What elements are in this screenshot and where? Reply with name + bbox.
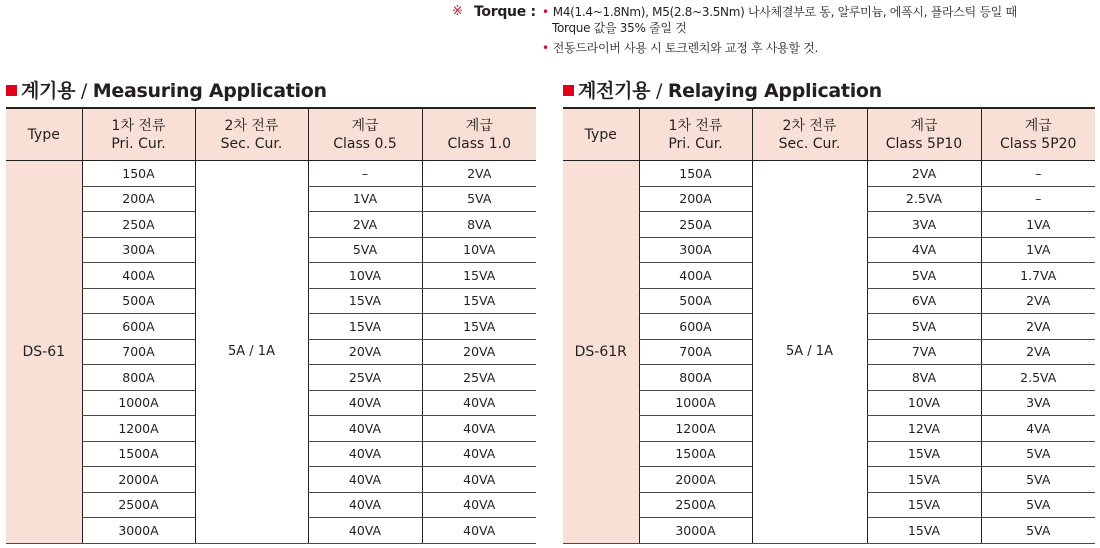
class-a-cell: 7VA — [867, 339, 981, 365]
class-a-cell: 20VA — [308, 339, 422, 365]
class-a-cell: 25VA — [308, 365, 422, 391]
primary-current-cell: 3000A — [639, 518, 752, 544]
relaying-title-en: Relaying Application — [667, 80, 882, 102]
relaying-table — [563, 107, 1095, 544]
primary-current-cell: 1000A — [82, 390, 195, 416]
class-a-cell: 3VA — [867, 212, 981, 238]
table-row — [563, 161, 1095, 187]
class-b-cell: 2.5VA — [981, 365, 1095, 391]
primary-current-header: 1차 전류 Pri. Cur. — [639, 108, 752, 161]
class-a-cell: 12VA — [867, 416, 981, 442]
table-header-row — [563, 108, 1095, 161]
primary-current-cell: 700A — [82, 339, 195, 365]
class-1-0-header: 계급 Class 1.0 — [422, 108, 536, 161]
class-b-cell: 15VA — [422, 314, 536, 340]
class-b-cell: 5VA — [422, 186, 536, 212]
class-b-cell: 1VA — [981, 237, 1095, 263]
class-a-cell: 1VA — [308, 186, 422, 212]
class-b-cell: 2VA — [981, 339, 1095, 365]
torque-notes — [452, 4, 1017, 56]
torque-note-2: 전동드라이버 사용 시 토크렌치와 교정 후 사용할 것. — [552, 41, 819, 55]
primary-current-cell: 200A — [82, 186, 195, 212]
primary-current-cell: 2500A — [639, 492, 752, 518]
primary-current-cell: 2500A — [82, 492, 195, 518]
primary-current-cell: 800A — [82, 365, 195, 391]
class-b-cell: 10VA — [422, 237, 536, 263]
title-slash: / — [75, 80, 93, 102]
primary-current-cell: 3000A — [82, 518, 195, 544]
reference-mark: ※ — [452, 4, 463, 19]
primary-current-cell: 200A — [639, 186, 752, 212]
class-a-cell: 40VA — [308, 467, 422, 493]
table-row — [6, 161, 536, 187]
title-slash: / — [650, 80, 668, 102]
class-b-cell: 5VA — [981, 518, 1095, 544]
class-b-cell: 15VA — [422, 288, 536, 314]
class-a-cell: 5VA — [867, 263, 981, 289]
secondary-current-header: 2차 전류 Sec. Cur. — [195, 108, 308, 161]
primary-current-cell: 300A — [639, 237, 752, 263]
class-a-cell: 6VA — [867, 288, 981, 314]
primary-current-cell: 2000A — [82, 467, 195, 493]
class-a-cell: 2VA — [867, 161, 981, 187]
primary-current-cell: 400A — [82, 263, 195, 289]
primary-current-cell: 1000A — [639, 390, 752, 416]
primary-current-cell: 500A — [639, 288, 752, 314]
secondary-current-header: 2차 전류 Sec. Cur. — [752, 108, 867, 161]
class-a-cell: 40VA — [308, 390, 422, 416]
class-b-cell: – — [981, 186, 1095, 212]
relaying-section-title — [563, 76, 882, 103]
relaying-title-ko: 계전기용 — [578, 80, 651, 102]
class-b-cell: 3VA — [981, 390, 1095, 416]
type-header: Type — [563, 108, 639, 161]
class-a-cell: 40VA — [308, 518, 422, 544]
class-a-cell: 15VA — [867, 518, 981, 544]
class-b-cell: 2VA — [981, 314, 1095, 340]
class-a-cell: 15VA — [867, 467, 981, 493]
class-b-cell: 4VA — [981, 416, 1095, 442]
class-a-cell: 5VA — [308, 237, 422, 263]
type-cell: DS-61R — [563, 161, 639, 544]
class-a-cell: 40VA — [308, 416, 422, 442]
class-a-cell: 4VA — [867, 237, 981, 263]
primary-current-cell: 150A — [639, 161, 752, 187]
class-b-cell: 5VA — [981, 492, 1095, 518]
class-a-cell: 15VA — [867, 492, 981, 518]
class-b-cell: 1.7VA — [981, 263, 1095, 289]
primary-current-cell: 150A — [82, 161, 195, 187]
class-a-cell: 15VA — [867, 441, 981, 467]
primary-current-cell: 1500A — [639, 441, 752, 467]
class-b-cell: – — [981, 161, 1095, 187]
class-b-cell: 2VA — [981, 288, 1095, 314]
class-b-cell: 5VA — [981, 441, 1095, 467]
table-header-row — [6, 108, 536, 161]
primary-current-cell: 600A — [82, 314, 195, 340]
measuring-table — [6, 107, 536, 544]
measuring-title-en: Measuring Application — [92, 80, 327, 102]
class-a-cell: 5VA — [867, 314, 981, 340]
type-header: Type — [6, 108, 82, 161]
secondary-current-cell: 5A / 1A — [195, 161, 308, 544]
class-b-cell: 5VA — [981, 467, 1095, 493]
primary-current-cell: 300A — [82, 237, 195, 263]
red-square-icon — [6, 85, 17, 96]
class-b-cell: 1VA — [981, 212, 1095, 238]
primary-current-cell: 250A — [639, 212, 752, 238]
primary-current-cell: 1200A — [82, 416, 195, 442]
primary-current-cell: 250A — [82, 212, 195, 238]
class-a-cell: 40VA — [308, 441, 422, 467]
class-a-cell: 40VA — [308, 492, 422, 518]
class-5p20-header: 계급 Class 5P20 — [981, 108, 1095, 161]
class-b-cell: 40VA — [422, 467, 536, 493]
class-b-cell: 40VA — [422, 416, 536, 442]
torque-note-1-line-1: M4(1.4~1.8Nm), M5(2.8~3.5Nm) 나사체결부로 동, 알루미늄, 에폭시, 플라스틱 등일 때 — [552, 5, 1017, 19]
primary-current-cell: 600A — [639, 314, 752, 340]
red-square-icon — [563, 85, 574, 96]
class-a-cell: 2.5VA — [867, 186, 981, 212]
bullet-icon: • — [542, 41, 549, 55]
class-a-cell: 2VA — [308, 212, 422, 238]
torque-note-1-line-2: Torque 값을 35% 줄일 것 — [552, 21, 687, 35]
torque-heading: Torque : — [474, 4, 536, 20]
class-a-cell: 15VA — [308, 314, 422, 340]
class-b-cell: 40VA — [422, 390, 536, 416]
class-b-cell: 2VA — [422, 161, 536, 187]
primary-current-cell: 500A — [82, 288, 195, 314]
measuring-section-title — [6, 76, 327, 103]
primary-current-cell: 1200A — [639, 416, 752, 442]
primary-current-cell: 2000A — [639, 467, 752, 493]
class-b-cell: 8VA — [422, 212, 536, 238]
class-a-cell: 15VA — [308, 288, 422, 314]
measuring-title-ko: 계기용 — [21, 80, 76, 102]
class-0-5-header: 계급 Class 0.5 — [308, 108, 422, 161]
class-b-cell: 40VA — [422, 441, 536, 467]
primary-current-cell: 1500A — [82, 441, 195, 467]
class-5p10-header: 계급 Class 5P10 — [867, 108, 981, 161]
class-a-cell: 10VA — [308, 263, 422, 289]
type-cell: DS-61 — [6, 161, 82, 544]
primary-current-cell: 800A — [639, 365, 752, 391]
primary-current-cell: 700A — [639, 339, 752, 365]
class-a-cell: 10VA — [867, 390, 981, 416]
class-a-cell: 8VA — [867, 365, 981, 391]
class-a-cell: – — [308, 161, 422, 187]
class-b-cell: 25VA — [422, 365, 536, 391]
class-b-cell: 15VA — [422, 263, 536, 289]
primary-current-header: 1차 전류 Pri. Cur. — [82, 108, 195, 161]
secondary-current-cell: 5A / 1A — [752, 161, 867, 544]
bullet-icon: • — [542, 5, 549, 19]
class-b-cell: 40VA — [422, 492, 536, 518]
class-b-cell: 40VA — [422, 518, 536, 544]
primary-current-cell: 400A — [639, 263, 752, 289]
class-b-cell: 20VA — [422, 339, 536, 365]
